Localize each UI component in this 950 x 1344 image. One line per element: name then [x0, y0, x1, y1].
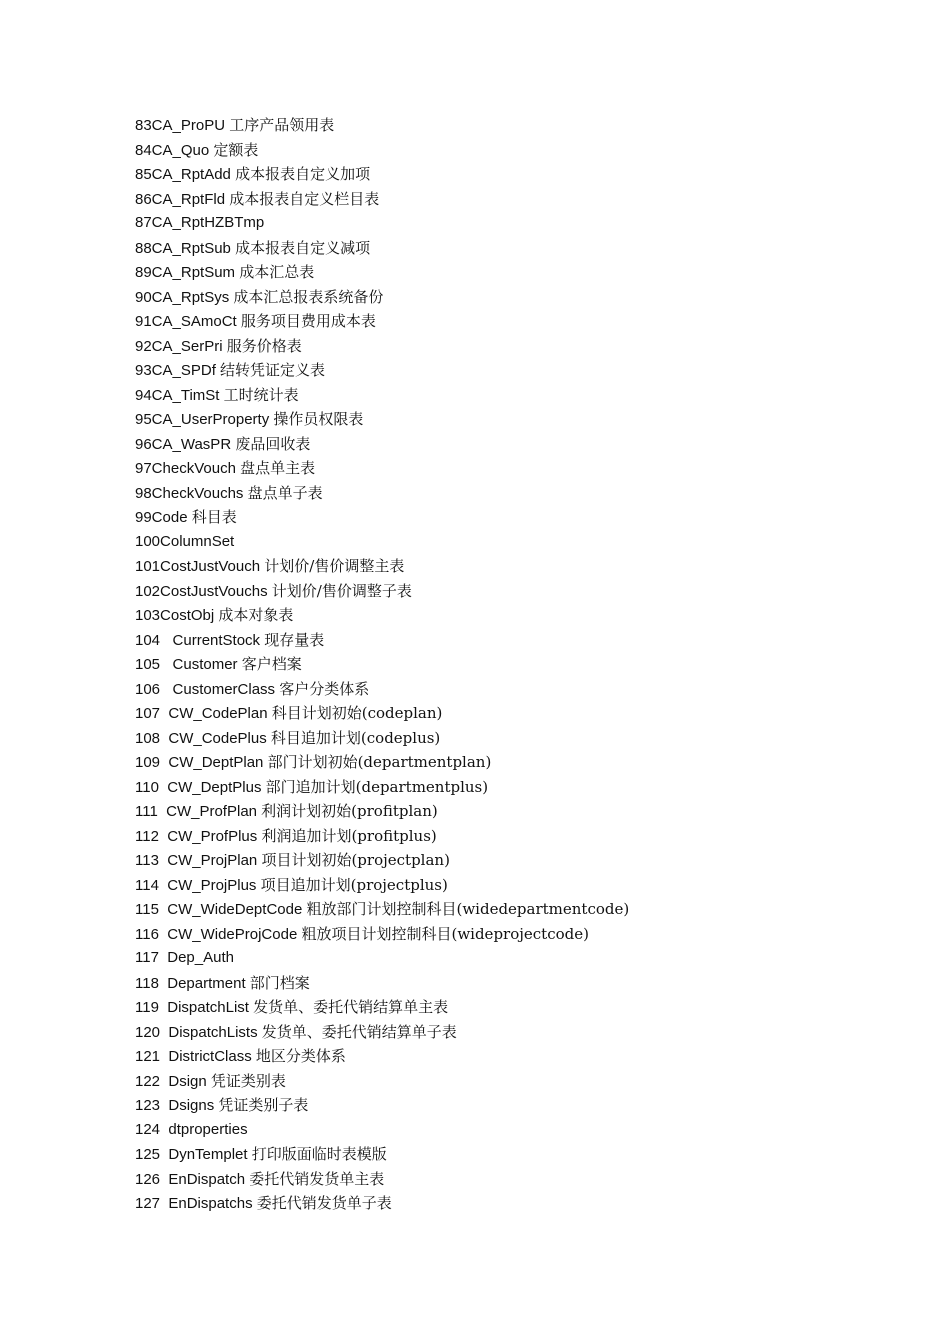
- table-description: 成本汇总报表系统备份: [233, 287, 384, 306]
- table-code: 106 CustomerClass: [135, 680, 276, 698]
- list-item: [135, 113, 629, 138]
- table-description: 服务项目费用成本表: [240, 312, 376, 330]
- table-code: 111 CW_ProfPlan: [135, 803, 257, 820]
- table-code: 109 CW_DeptPlan: [135, 754, 264, 771]
- table-description: 部门追加计划(departmentplus): [265, 777, 489, 796]
- table-description: 操作员权限表: [273, 410, 364, 428]
- list-item: [135, 334, 629, 359]
- table-code: 121 DistrictClass: [135, 1048, 252, 1065]
- table-description: 工序产品领用表: [229, 116, 335, 134]
- table-code: 117 Dep_Auth: [135, 949, 234, 966]
- table-code: 92CA_SerPri: [135, 337, 223, 355]
- list-item: [135, 848, 629, 873]
- list-item: [135, 1118, 629, 1143]
- list-item: [135, 628, 629, 653]
- table-description: 凭证类别子表: [218, 1096, 309, 1114]
- table-code: 98CheckVouchs: [135, 484, 244, 502]
- list-item: [135, 530, 629, 555]
- list-item: [135, 971, 629, 996]
- table-code: 114 CW_ProjPlus: [135, 876, 257, 894]
- table-code: 88CA_RptSub: [135, 239, 231, 257]
- table-code: 83CA_ProPU: [135, 117, 226, 134]
- list-item: [135, 824, 629, 849]
- table-code: 96CA_WasPR: [135, 435, 232, 453]
- table-code: 93CA_SPDf: [135, 362, 216, 379]
- table-code: 103CostObj: [135, 607, 215, 624]
- list-item: [135, 1044, 629, 1069]
- table-description: 科目表: [191, 508, 237, 526]
- table-description: 计划价/售价调整子表: [271, 581, 412, 600]
- table-code: 101CostJustVouch: [135, 558, 261, 575]
- table-description: 现存量表: [264, 630, 325, 649]
- table-code: 105 Customer: [135, 656, 238, 673]
- list-item: [135, 138, 629, 163]
- table-code: 86CA_RptFld: [135, 190, 226, 208]
- list-item: [135, 579, 629, 604]
- list-item: [135, 1167, 629, 1192]
- table-list: [135, 113, 629, 1216]
- list-item: [135, 260, 629, 285]
- table-code: 99Code: [135, 509, 188, 526]
- table-description: 项目计划初始(projectplan): [261, 851, 450, 869]
- table-description: 打印版面临时表模版: [251, 1145, 387, 1163]
- table-code: 102CostJustVouchs: [135, 582, 268, 600]
- list-item: [135, 285, 629, 310]
- table-description: 服务价格表: [226, 336, 302, 355]
- table-code: 85CA_RptAdd: [135, 166, 231, 183]
- table-description: 利润计划初始(profitplan): [261, 802, 438, 820]
- table-description: 结转凭证定义表: [220, 361, 326, 379]
- table-code: 122 Dsign: [135, 1072, 207, 1090]
- list-item: [135, 309, 629, 334]
- table-description: 委托代销发货单主表: [249, 1169, 385, 1188]
- table-description: 地区分类体系: [255, 1047, 346, 1065]
- table-description: 发货单、委托代销结算单主表: [253, 998, 449, 1016]
- list-item: [135, 995, 629, 1020]
- list-item: [135, 481, 629, 506]
- table-description: 工时统计表: [223, 385, 299, 404]
- table-code: 112 CW_ProfPlus: [135, 827, 258, 845]
- table-code: 125 DynTemplet: [135, 1146, 248, 1163]
- list-item: [135, 383, 629, 408]
- table-description: 粗放部门计划控制科目(widedepartmentcode): [306, 900, 630, 918]
- list-item: [135, 1191, 629, 1216]
- table-code: 95CA_UserProperty: [135, 411, 270, 428]
- table-code: 119 DispatchList: [135, 999, 249, 1016]
- list-item: [135, 554, 629, 579]
- table-description: 科目追加计划(codeplus): [270, 728, 441, 747]
- list-item: [135, 603, 629, 628]
- table-description: 粗放项目计划控制科目(wideprojectcode): [301, 924, 589, 943]
- table-description: 废品回收表: [235, 434, 311, 453]
- table-code: 94CA_TimSt: [135, 386, 220, 404]
- table-code: 124 dtproperties: [135, 1120, 248, 1138]
- list-item: [135, 407, 629, 432]
- table-description: 盘点单主表: [240, 459, 316, 477]
- list-item: [135, 432, 629, 457]
- table-code: 107 CW_CodePlan: [135, 705, 268, 722]
- table-description: 成本报表自定义减项: [235, 238, 371, 257]
- table-description: 成本报表自定义加项: [235, 165, 371, 183]
- table-code: 104 CurrentStock: [135, 631, 261, 649]
- table-description: 计划价/售价调整主表: [264, 557, 405, 575]
- list-item: [135, 726, 629, 751]
- table-code: 118 Department: [135, 974, 246, 992]
- table-description: 委托代销发货单子表: [256, 1194, 392, 1212]
- table-description: 凭证类别表: [210, 1071, 286, 1090]
- list-item: [135, 162, 629, 187]
- table-description: 发货单、委托代销结算单子表: [261, 1022, 457, 1041]
- table-description: 项目追加计划(projectplus): [260, 875, 448, 894]
- list-item: [135, 775, 629, 800]
- list-item: [135, 677, 629, 702]
- table-description: 部门档案: [249, 973, 310, 992]
- list-item: [135, 946, 629, 971]
- table-code: 97CheckVouch: [135, 460, 236, 477]
- list-item: [135, 652, 629, 677]
- list-item: [135, 1020, 629, 1045]
- table-code: 108 CW_CodePlus: [135, 729, 267, 747]
- list-item: [135, 236, 629, 261]
- table-description: 成本报表自定义栏目表: [229, 189, 380, 208]
- list-item: [135, 456, 629, 481]
- table-code: 120 DispatchLists: [135, 1023, 258, 1041]
- list-item: [135, 1142, 629, 1167]
- list-item: [135, 187, 629, 212]
- table-code: 87CA_RptHZBTmp: [135, 214, 265, 231]
- table-description: 利润追加计划(profitplus): [261, 826, 437, 845]
- table-code: 100ColumnSet: [135, 532, 235, 550]
- table-description: 部门计划初始(departmentplan): [267, 753, 492, 771]
- table-code: 84CA_Quo: [135, 141, 210, 159]
- table-code: 113 CW_ProjPlan: [135, 852, 258, 869]
- table-description: 成本对象表: [218, 606, 294, 624]
- table-code: 116 CW_WideProjCode: [135, 925, 298, 943]
- list-item: [135, 1093, 629, 1118]
- table-code: 123 Dsigns: [135, 1097, 215, 1114]
- table-code: 91CA_SAmoCt: [135, 313, 237, 330]
- table-description: 客户分类体系: [279, 679, 370, 698]
- table-description: 定额表: [213, 140, 259, 159]
- list-item: [135, 211, 629, 236]
- table-code: 90CA_RptSys: [135, 288, 230, 306]
- list-item: [135, 922, 629, 947]
- table-description: 成本汇总表: [239, 263, 315, 281]
- table-code: 127 EnDispatchs: [135, 1195, 253, 1212]
- list-item: [135, 505, 629, 530]
- list-item: [135, 701, 629, 726]
- table-description: 客户档案: [241, 655, 302, 673]
- table-description: 盘点单子表: [247, 483, 323, 502]
- table-code: 115 CW_WideDeptCode: [135, 901, 303, 918]
- list-item: [135, 1069, 629, 1094]
- table-code: 89CA_RptSum: [135, 264, 236, 281]
- table-code: 110 CW_DeptPlus: [135, 778, 262, 796]
- list-item: [135, 873, 629, 898]
- list-item: [135, 897, 629, 922]
- table-description: 科目计划初始(codeplan): [271, 704, 443, 722]
- list-item: [135, 799, 629, 824]
- list-item: [135, 750, 629, 775]
- table-code: 126 EnDispatch: [135, 1170, 246, 1188]
- list-item: [135, 358, 629, 383]
